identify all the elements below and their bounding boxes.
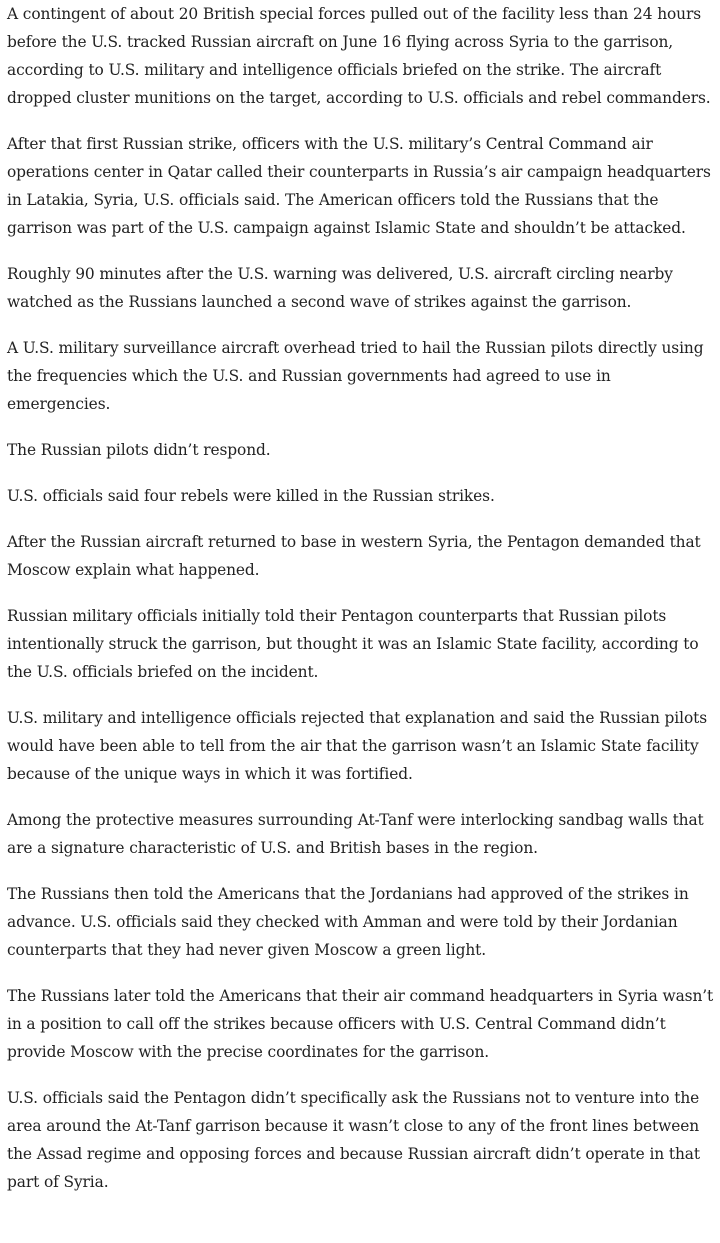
article-paragraph: U.S. officials said four rebels were killed in the Russian strikes. bbox=[7, 487, 495, 505]
article-paragraph: Roughly 90 minutes after the U.S. warning was delivered, U.S. aircraft circling nearby watched as the Russians launched a second wave of strikes against the garrison. bbox=[7, 265, 673, 311]
article-paragraph: After the Russian aircraft returned to base in western Syria, the Pentagon demanded that Moscow explain what happened. bbox=[7, 533, 701, 579]
article-paragraph: U.S. military and intelligence officials rejected that explanation and said the Russian pilots would have been able to tell from the air that the garrison wasn’t an Islamic State facility because of the unique ways in which it was fortified. bbox=[7, 709, 707, 783]
article-paragraph: The Russians then told the Americans that the Jordanians had approved of the strikes in advance. U.S. officials said they checked with Amman and were told by their Jordanian counterparts that they had never given Moscow a green light. bbox=[7, 885, 689, 959]
article-paragraph: A contingent of about 20 British special forces pulled out of the facility less than 24 hours before the U.S. tracked Russian aircraft on June 16 flying across Syria to the garrison, according to U.S. military and intelligence officials briefed on the strike. The aircraft dropped cluster munitions on the target, according to U.S. officials and rebel commanders. bbox=[7, 5, 711, 107]
article-paragraph: The Russian pilots didn’t respond. bbox=[7, 441, 271, 459]
article-paragraph: U.S. officials said the Pentagon didn’t specifically ask the Russians not to venture into the area around the At-Tanf garrison because it wasn’t close to any of the front lines between the Assad regime and opposing forces and because Russian aircraft didn’t operate in that part of Syria. bbox=[7, 1089, 700, 1191]
article-paragraph: Among the protective measures surrounding At-Tanf were interlocking sandbag walls that are a signature characteristic of U.S. and British bases in the region. bbox=[7, 811, 704, 857]
article-paragraph: A U.S. military surveillance aircraft overhead tried to hail the Russian pilots directly using the frequencies which the U.S. and Russian governments had agreed to use in emergencies. bbox=[7, 339, 704, 413]
article-body bbox=[7, 0, 715, 1196]
article-paragraph: After that first Russian strike, officers with the U.S. military’s Central Command air operations center in Qatar called their counterparts in Russia’s air campaign headquarters in Latakia, Syria, U.S. officials said. The American officers told the Russians that the garrison was part of the U.S. campaign against Islamic State and shouldn’t be attacked. bbox=[7, 135, 711, 237]
article-paragraph: The Russians later told the Americans that their air command headquarters in Syria wasn’t in a position to call off the strikes because officers with U.S. Central Command didn’t provide Moscow with the precise coordinates for the garrison. bbox=[7, 987, 714, 1061]
article-paragraph: Russian military officials initially told their Pentagon counterparts that Russian pilots intentionally struck the garrison, but thought it was an Islamic State facility, according to the U.S. officials briefed on the incident. bbox=[7, 607, 699, 681]
